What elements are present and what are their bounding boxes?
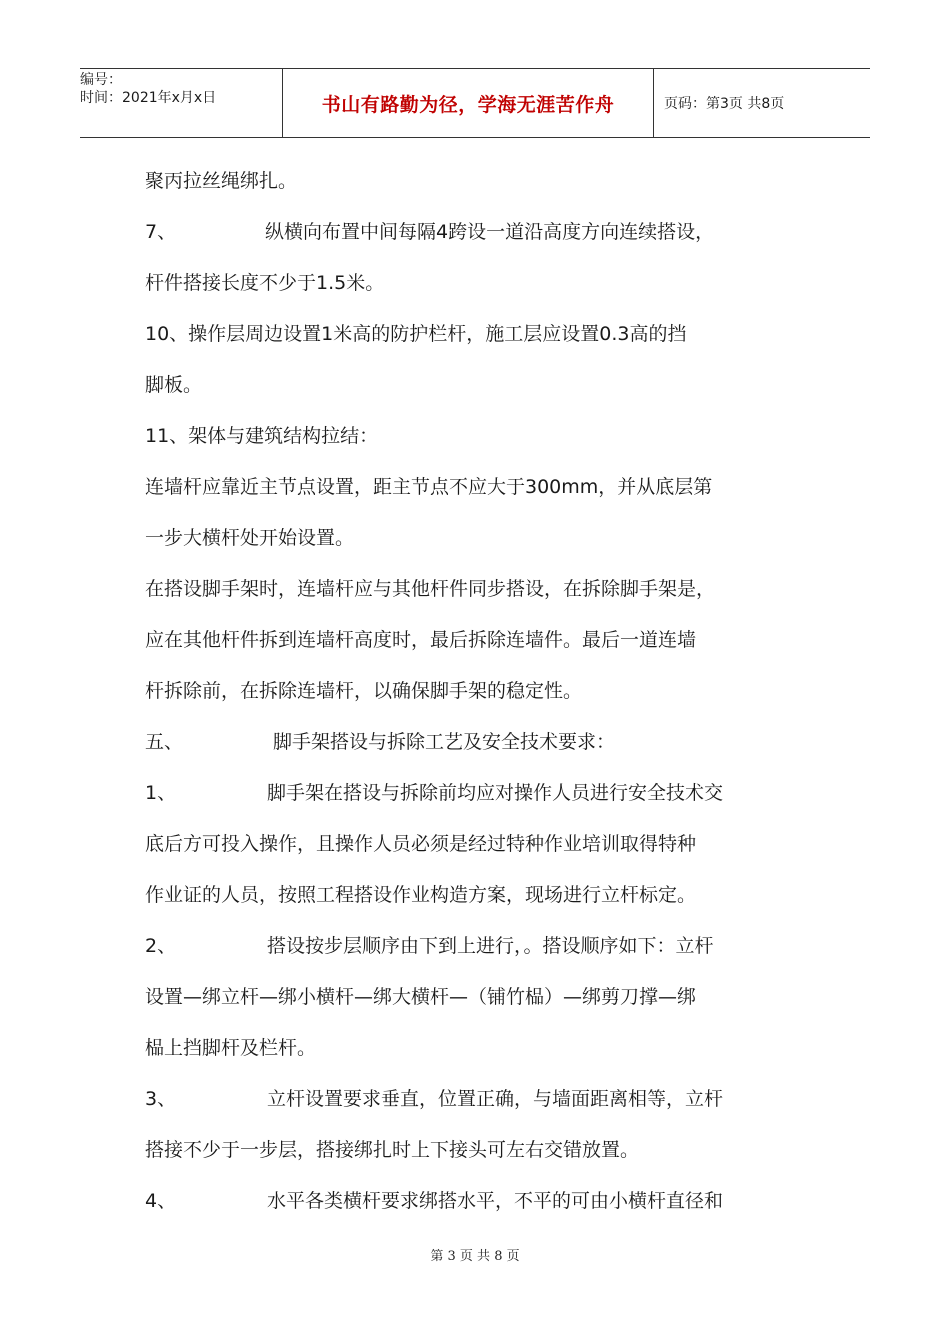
page-footer: 第 3 页 共 8 页 (430, 1249, 520, 1264)
section-heading-5 (145, 717, 810, 768)
list-item-7 (145, 207, 810, 258)
list-item-3 (145, 1074, 810, 1125)
list-item-4 (145, 1176, 810, 1227)
document-number-label: 编号： (80, 72, 122, 88)
section-number: 五、 (145, 731, 184, 753)
paragraph-line: 应在其他杆件拆到连墙杆高度时，最后拆除连墙件。最后一道连墙 (145, 629, 697, 651)
document-body (145, 156, 810, 1227)
list-item-2 (145, 921, 810, 972)
list-text: 立杆设置要求垂直，位置正确，与墙面距离相等，立杆 (267, 1088, 724, 1110)
list-text: 脚手架在搭设与拆除前均应对操作人员进行安全技术交 (267, 782, 724, 804)
header-meta (80, 69, 282, 137)
list-text: 纵横向布置中间每隔4跨设一道沿高度方向连续搭设， (265, 221, 715, 243)
paragraph-line: 榀上挡脚杆及栏杆。 (145, 1037, 317, 1059)
paragraph-line: 杆拆除前，在拆除连墙杆，以确保脚手架的稳定性。 (145, 680, 583, 702)
paragraph-line: 连墙杆应靠近主节点设置，距主节点不应大于300mm，并从底层第 (145, 476, 713, 498)
list-number: 2、 (145, 935, 177, 957)
paragraph-line: 搭接不少于一步层，搭接绑扎时上下接头可左右交错放置。 (145, 1139, 640, 1161)
paragraph-line: 一步大横杆处开始设置。 (145, 527, 355, 549)
paragraph-line: 脚板。 (145, 374, 203, 396)
header-motto-cell (282, 69, 654, 137)
list-number: 1、 (145, 782, 177, 804)
header-motto: 书山有路勤为径，学海无涯苦作舟 (321, 93, 615, 116)
document-header (80, 68, 870, 138)
document-time-label: 时间：2021年x月x日 (80, 90, 217, 106)
list-item-1 (145, 768, 810, 819)
paragraph-line: 作业证的人员，按照工程搭设作业构造方案，现场进行立杆标定。 (145, 884, 697, 906)
list-text: 搭设按步层顺序由下到上进行，。搭设顺序如下：立杆 (267, 935, 714, 957)
list-text: 水平各类横杆要求绑搭水平，不平的可由小横杆直径和 (267, 1190, 724, 1212)
list-number: 4、 (145, 1190, 177, 1212)
list-number: 7、 (145, 221, 177, 243)
list-number: 3、 (145, 1088, 177, 1110)
list-item-10: 10、操作层周边设置1米高的防护栏杆，施工层应设置0.3高的挡 (145, 323, 687, 345)
paragraph-line: 聚丙拉丝绳绑扎。 (145, 170, 298, 192)
paragraph-line: 底后方可投入操作，且操作人员必须是经过特种作业培训取得特种 (145, 833, 697, 855)
page-info-text: 页码：第3页 共8页 (664, 96, 785, 112)
list-item-11: 11、架体与建筑结构拉结： (145, 425, 379, 447)
paragraph-line: 在搭设脚手架时，连墙杆应与其他杆件同步搭设，在拆除脚手架是， (145, 578, 716, 600)
paragraph-line: 杆件搭接长度不少于1.5米。 (145, 272, 385, 294)
header-page-info (654, 69, 870, 137)
paragraph-line: 设置—绑立杆—绑小横杆—绑大横杆—（铺竹榀）—绑剪刀撑—绑 (145, 986, 697, 1008)
section-title: 脚手架搭设与拆除工艺及安全技术要求： (273, 731, 616, 753)
